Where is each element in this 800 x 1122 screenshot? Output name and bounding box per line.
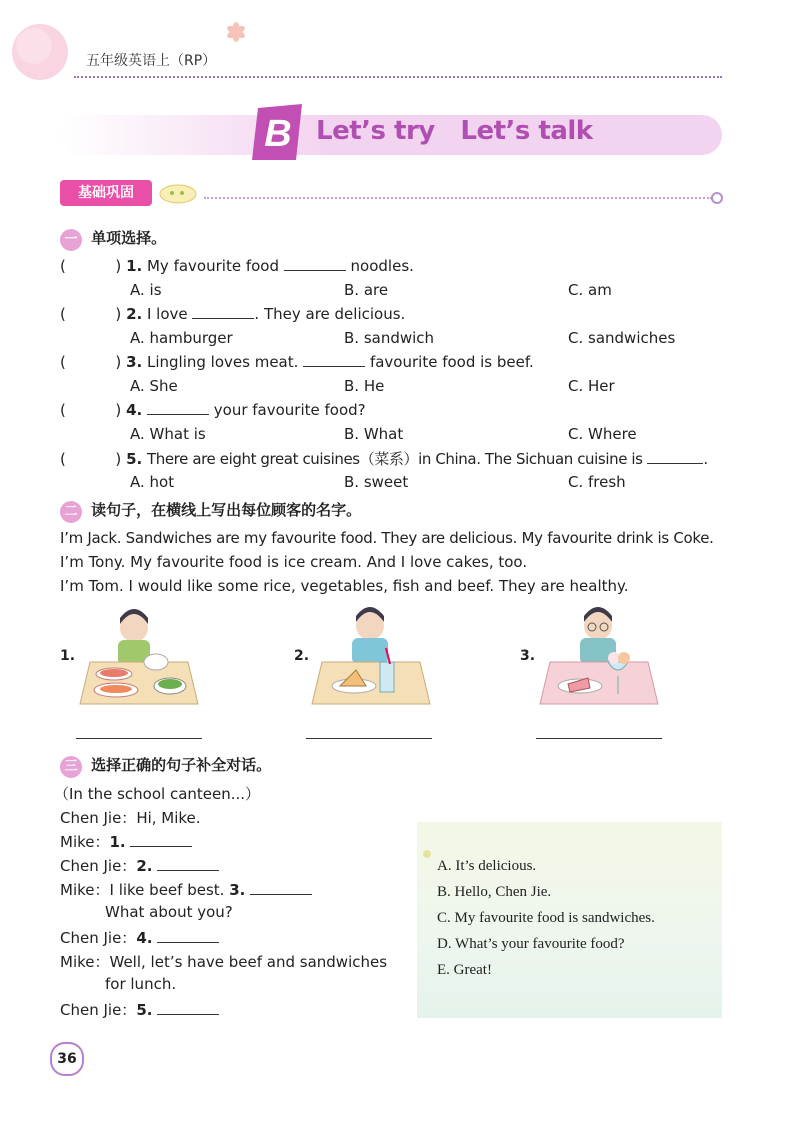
part2-sentence-1: I’m Jack. Sandwiches are my favourite food. They are delicious. My favourite drink is Coke.	[60, 529, 714, 547]
part3-scene: （In the school canteen...）	[54, 785, 261, 803]
page-number-badge	[50, 1042, 84, 1076]
q5-option-b[interactable]: B. sweet	[344, 473, 409, 491]
choice-c[interactable]: C. My favourite food is sandwiches.	[437, 910, 655, 926]
dialogue-blank-1[interactable]	[130, 832, 192, 847]
dialogue-line: Mike：I like beef best. 3.	[60, 879, 312, 900]
q2-option-b[interactable]: B. sandwich	[344, 329, 435, 347]
dialogue-line: Chen Jie：5.	[60, 999, 219, 1020]
dialogue-line: Chen Jie：2.	[60, 855, 219, 876]
part3-heading	[60, 754, 271, 778]
q5-option-a[interactable]: A. hot	[130, 473, 175, 491]
picture-3	[536, 600, 662, 712]
picture-3-answer-line[interactable]	[536, 738, 662, 739]
dialogue-line: Chen Jie：4.	[60, 927, 219, 948]
section-tag-dotted-rule	[204, 197, 712, 199]
lesson-letter-badge	[250, 102, 306, 168]
q2-option-a[interactable]: A. hamburger	[130, 329, 233, 347]
section-tag	[60, 180, 152, 206]
part2-heading-text: 读句子，在横线上写出每位顾客的名字。	[91, 501, 362, 519]
page-number: 36	[57, 1051, 77, 1067]
choice-b[interactable]: B. Hello, Chen Jie.	[437, 884, 552, 900]
picture-1	[76, 600, 202, 712]
section-tag-rule-end-icon	[711, 192, 723, 204]
part3-number: 三	[60, 756, 82, 778]
section-tag-cloud-icon	[156, 180, 200, 210]
dialogue-blank-3[interactable]	[250, 880, 312, 895]
fill-blank[interactable]	[647, 449, 703, 464]
fill-blank[interactable]	[147, 400, 209, 415]
question-3: ( ) 3. Lingling loves meat. favourite food is beef.	[60, 353, 534, 371]
section-tag-label: 基础巩固	[78, 185, 134, 201]
q5-option-c[interactable]: C. fresh	[568, 473, 626, 491]
boy-with-cake-and-ice-cream-illustration	[536, 600, 662, 708]
q4-option-c[interactable]: C. Where	[568, 425, 637, 443]
q2-option-c[interactable]: C. sandwiches	[568, 329, 676, 347]
question-1: ( ) 1. My favourite food noodles.	[60, 257, 414, 275]
dialogue-line: Mike：Well, let’s have beef and sandwiches	[60, 953, 388, 971]
header-flower-icon	[222, 18, 250, 50]
boy-with-rice-fish-vegetables-illustration	[76, 600, 202, 708]
lesson-title: Let’s try Let’s talk	[316, 116, 593, 146]
q1-option-b[interactable]: B. are	[344, 281, 389, 299]
picture-1-answer-line[interactable]	[76, 738, 202, 739]
dialogue-line: for lunch.	[105, 975, 177, 993]
dialogue-line: Mike：1.	[60, 831, 192, 852]
q3-option-b[interactable]: B. He	[344, 377, 385, 395]
dialogue-line: What about you?	[105, 903, 233, 921]
header-book-title: 五年级英语上（RP）	[86, 53, 217, 69]
choices-box	[417, 822, 722, 1018]
picture-2-label: 2.	[294, 648, 310, 664]
part1-heading	[60, 227, 166, 251]
boy-with-sandwich-and-drink-illustration	[306, 600, 434, 708]
part2-heading	[60, 499, 361, 523]
question-4: ( ) 4. your favourite food?	[60, 401, 366, 419]
part3-heading-text: 选择正确的句子补全对话。	[91, 756, 272, 774]
header-dotted-rule	[74, 76, 722, 78]
part2-sentence-3: I’m Tom. I would like some rice, vegetables, fish and beef. They are healthy.	[60, 577, 629, 595]
question-5: ( ) 5. There are eight great cuisines（菜系）in China. The Sichuan cuisine is .	[60, 450, 709, 468]
dialogue-blank-4[interactable]	[157, 928, 219, 943]
q1-option-a[interactable]: A. is	[130, 281, 162, 299]
q1-option-c[interactable]: C. am	[568, 281, 612, 299]
lesson-letter: B	[264, 113, 292, 155]
picture-3-label: 3.	[520, 648, 536, 664]
part1-heading-text: 单项选择。	[91, 229, 167, 247]
part2-sentence-2: I’m Tony. My favourite food is ice cream. And I love cakes, too.	[60, 553, 528, 571]
part1-number: 一	[60, 229, 82, 251]
fill-blank[interactable]	[303, 352, 365, 367]
choices-box-dot-icon	[423, 850, 431, 858]
question-2: ( ) 2. I love . They are delicious.	[60, 305, 406, 323]
q4-option-a[interactable]: A. What is	[130, 425, 206, 443]
choice-e[interactable]: E. Great!	[437, 962, 492, 978]
picture-2	[306, 600, 434, 712]
choice-d[interactable]: D. What’s your favourite food?	[437, 936, 625, 952]
choice-a[interactable]: A. It’s delicious.	[437, 858, 537, 874]
q3-option-c[interactable]: C. Her	[568, 377, 615, 395]
picture-2-answer-line[interactable]	[306, 738, 432, 739]
dialogue-blank-5[interactable]	[157, 1000, 219, 1015]
picture-1-label: 1.	[60, 648, 76, 664]
fill-blank[interactable]	[284, 256, 346, 271]
part2-number: 二	[60, 501, 82, 523]
q3-option-a[interactable]: A. She	[130, 377, 178, 395]
dialogue-blank-2[interactable]	[157, 856, 219, 871]
fill-blank[interactable]	[192, 304, 254, 319]
q4-option-b[interactable]: B. What	[344, 425, 404, 443]
dialogue-line: Chen Jie：Hi, Mike.	[60, 809, 201, 827]
